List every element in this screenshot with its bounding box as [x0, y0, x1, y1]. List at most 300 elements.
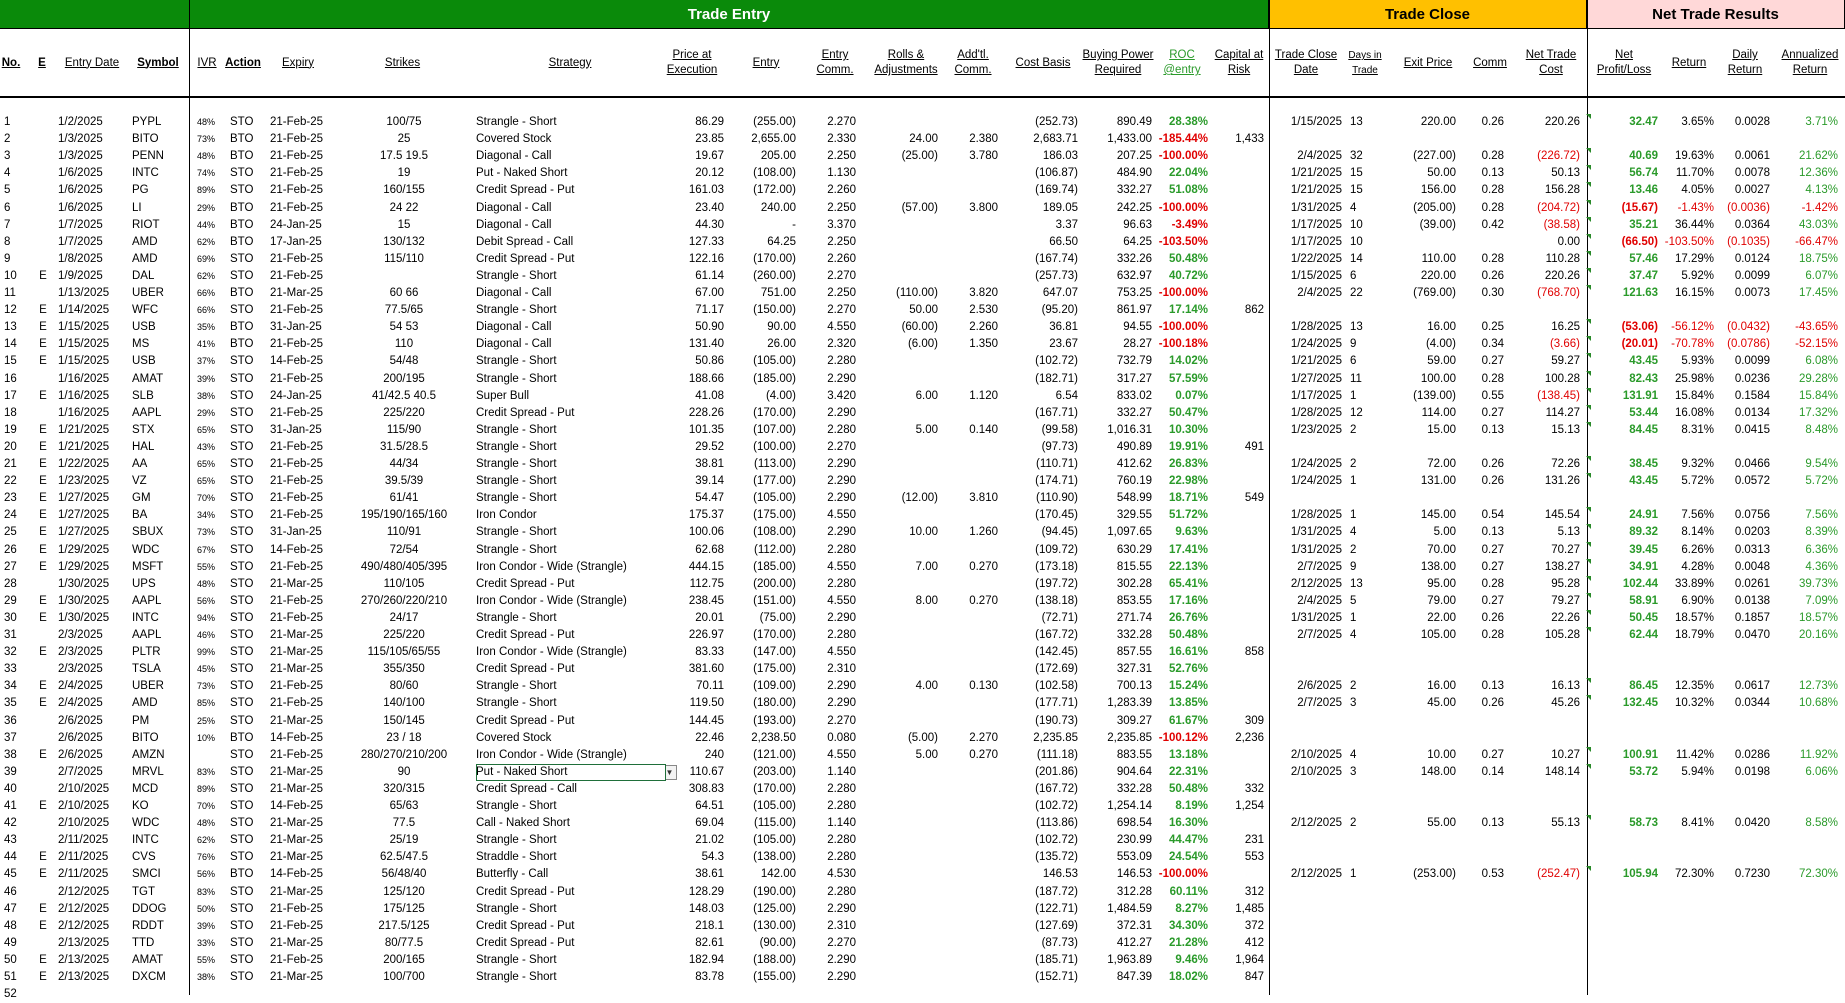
cell-ret[interactable] [1662, 832, 1714, 849]
cell-days[interactable]: 2 [1350, 423, 1357, 436]
cell-strikes[interactable]: 25/19 [389, 834, 419, 847]
cell-act[interactable]: BTO [230, 150, 254, 163]
cell-exp[interactable]: 21-Mar-25 [270, 629, 324, 641]
cell-price[interactable]: 127.33 [688, 235, 724, 248]
cell-strat[interactable]: Iron Condor - Wide (Strangle) [476, 560, 627, 573]
cell-strikes[interactable]: 140/100 [383, 697, 425, 710]
cell-bp[interactable]: 271.74 [1116, 611, 1152, 624]
cell-exp[interactable]: 21-Feb-25 [270, 611, 324, 624]
cell-risk[interactable] [1210, 371, 1264, 388]
cell-cost[interactable]: 6.54 [1055, 389, 1078, 402]
cell-strat[interactable]: Covered Stock [476, 731, 552, 744]
cell-cdate[interactable]: 1/24/2025 [1290, 458, 1342, 470]
cell-entry[interactable]: (180.00) [753, 697, 796, 710]
cell-price[interactable]: 112.75 [689, 577, 724, 590]
cell-entry[interactable]: (115.00) [754, 817, 796, 830]
cell-dret[interactable]: 0.0470 [1734, 629, 1770, 641]
cell-cost[interactable]: (174.71) [1035, 475, 1078, 488]
cell-ecomm[interactable]: 2.260 [827, 184, 856, 197]
cell-dret[interactable] [1716, 798, 1770, 815]
cell-exit[interactable] [1392, 901, 1456, 918]
cell-ecomm[interactable]: 1.130 [827, 167, 856, 180]
cell-bp[interactable]: 412.27 [1116, 936, 1152, 949]
cell-roc[interactable]: 22.13% [1168, 560, 1208, 573]
cell-act[interactable]: STO [230, 765, 254, 778]
cell-pl[interactable] [1594, 918, 1658, 935]
cell-ecomm[interactable]: 2.270 [827, 714, 856, 727]
cell-act[interactable]: STO [230, 475, 254, 488]
cell-strikes[interactable]: 56/48/40 [381, 868, 427, 881]
cell-pl[interactable] [1594, 901, 1658, 918]
cell-ivr[interactable]: 25% [197, 715, 216, 726]
cell-exp[interactable]: 21-Feb-25 [270, 406, 324, 419]
cell-cost[interactable]: (252.73) [1035, 116, 1078, 128]
cell-ivr[interactable]: 65% [197, 459, 216, 469]
cell-rolls[interactable] [862, 781, 938, 798]
cell-aret[interactable]: 6.36% [1805, 543, 1838, 556]
cell-act[interactable]: STO [230, 919, 254, 932]
cell-act[interactable]: STO [230, 697, 254, 710]
cell-act[interactable]: STO [230, 577, 254, 590]
cell-ivr[interactable]: 66% [197, 305, 216, 316]
cell-roc[interactable]: -100.00% [1158, 201, 1208, 214]
cell-price[interactable]: 144.45 [688, 714, 724, 727]
cell-dret[interactable]: 0.0203 [1734, 526, 1770, 539]
cell-days[interactable]: 2 [1350, 680, 1357, 693]
cell-cdate[interactable]: 1/31/2025 [1290, 543, 1342, 556]
cell-aret[interactable] [1772, 935, 1838, 952]
cell-cdate[interactable] [1278, 832, 1342, 849]
cell-entry[interactable]: (121.00) [753, 748, 796, 761]
cell-comm[interactable]: 0.27 [1481, 543, 1504, 556]
cell-roc[interactable]: 14.02% [1168, 355, 1208, 368]
cell-act[interactable]: STO [230, 355, 254, 368]
cell-bp[interactable]: 698.54 [1116, 817, 1152, 830]
cell-no[interactable]: 28 [4, 577, 17, 590]
cell-ncost[interactable]: (768.70) [1537, 287, 1580, 299]
cell-strikes[interactable]: 19 [397, 167, 411, 180]
cell-cdate[interactable]: 2/4/2025 [1297, 287, 1342, 299]
cell-aret[interactable]: 5.72% [1805, 475, 1838, 488]
cell-acomm[interactable] [944, 969, 998, 986]
cell-strat[interactable]: Covered Stock [476, 133, 552, 146]
cell-rolls[interactable]: 5.00 [915, 748, 938, 761]
cell-exp[interactable]: 21-Feb-25 [270, 594, 324, 607]
cell-ncost[interactable] [1510, 644, 1580, 661]
cell-strikes[interactable]: 80/60 [389, 680, 419, 693]
cell-days[interactable]: 13 [1350, 116, 1363, 128]
cell-e[interactable]: E [39, 611, 47, 624]
cell-comm[interactable] [1466, 730, 1504, 747]
cell-exp[interactable]: 21-Mar-25 [270, 885, 324, 898]
cell-entry[interactable]: (112.00) [754, 543, 796, 556]
cell-ret[interactable] [1662, 952, 1714, 969]
cell-date[interactable]: 1/6/2025 [58, 201, 103, 214]
cell-strikes[interactable]: 110 [394, 338, 414, 351]
cell-dret[interactable]: 0.0124 [1734, 252, 1770, 265]
cell-ret[interactable] [1662, 439, 1714, 456]
cell-cdate[interactable]: 2/7/2025 [1297, 629, 1342, 641]
cell-risk[interactable] [1210, 524, 1264, 541]
cell-exit[interactable] [1392, 490, 1456, 507]
cell-exp[interactable]: 21-Feb-25 [270, 304, 324, 317]
cell-days[interactable] [1350, 884, 1384, 901]
cell-ncost[interactable] [1510, 918, 1580, 935]
cell-exp[interactable]: 21-Feb-25 [270, 440, 324, 453]
cell-comm[interactable]: 0.28 [1481, 372, 1504, 385]
cell-exp[interactable]: 31-Jan-25 [270, 526, 322, 539]
cell-exit[interactable]: (39.00) [1419, 218, 1456, 231]
cell-sym[interactable]: RIOT [132, 218, 160, 231]
cell-comm[interactable]: 0.14 [1481, 765, 1504, 778]
cell-date[interactable]: 2/13/2025 [58, 953, 110, 966]
cell-pl[interactable]: 82.43 [1629, 372, 1658, 385]
cell-price[interactable]: 20.01 [695, 611, 724, 624]
cell-cdate[interactable]: 2/6/2025 [1297, 680, 1342, 693]
cell-comm[interactable] [1466, 439, 1504, 456]
cell-cdate[interactable]: 1/17/2025 [1290, 235, 1342, 248]
cell-roc[interactable]: 19.91% [1168, 440, 1208, 453]
cell-days[interactable]: 22 [1350, 287, 1363, 299]
cell-sym[interactable]: MCD [132, 782, 159, 795]
cell-ecomm[interactable]: 2.270 [827, 936, 856, 949]
cell-ecomm[interactable]: 2.280 [827, 543, 856, 556]
cell-roc[interactable]: -100.00% [1158, 868, 1208, 881]
cell-days[interactable] [1350, 490, 1384, 507]
cell-sym[interactable]: DDOG [132, 902, 167, 915]
cell-cdate[interactable]: 1/24/2025 [1290, 338, 1342, 351]
cell-e[interactable] [36, 165, 50, 182]
cell-cdate[interactable]: 1/21/2025 [1290, 355, 1342, 368]
cell-acomm[interactable] [944, 182, 998, 199]
header-symbol[interactable]: Symbol [137, 56, 179, 69]
cell-risk[interactable]: 372 [1244, 919, 1264, 932]
cell-strikes[interactable]: 80/77.5 [384, 936, 424, 949]
cell-dret[interactable]: 0.0261 [1734, 577, 1770, 590]
cell-ncost[interactable]: 70.27 [1551, 543, 1580, 556]
cell-pl[interactable]: 43.45 [1629, 355, 1658, 368]
cell-exit[interactable]: 220.00 [1420, 269, 1456, 282]
cell-no[interactable]: 23 [4, 492, 17, 505]
cell-bp[interactable]: 853.55 [1116, 594, 1152, 607]
cell-strat[interactable]: Strangle - Short [476, 269, 557, 282]
cell-exit[interactable]: 70.00 [1427, 543, 1456, 556]
cell-roc[interactable]: 9.46% [1175, 953, 1208, 966]
cell-sym[interactable]: HAL [132, 440, 155, 453]
cell-rolls[interactable] [862, 576, 938, 593]
cell-pl[interactable]: 53.44 [1629, 406, 1658, 419]
cell-cdate[interactable] [1278, 644, 1342, 661]
cell-strat[interactable]: Credit Spread - Put [476, 252, 575, 265]
cell-rolls[interactable] [862, 901, 938, 918]
cell-risk[interactable] [1210, 353, 1264, 370]
cell-strikes[interactable]: 110/105 [383, 577, 425, 590]
cell-pl[interactable]: 24.91 [1629, 509, 1658, 522]
cell-sym[interactable]: PG [132, 184, 149, 197]
cell-act[interactable]: STO [230, 782, 254, 795]
cell-ret[interactable]: 9.32% [1681, 458, 1714, 470]
cell-ivr[interactable]: 94% [197, 612, 216, 623]
cell-ret[interactable]: -70.78% [1671, 338, 1714, 351]
cell-act[interactable]: BTO [230, 338, 254, 351]
cell-roc[interactable]: 15.24% [1168, 680, 1208, 693]
cell-e[interactable]: E [39, 304, 47, 317]
cell-date[interactable]: 2/13/2025 [58, 936, 110, 949]
cell-pl[interactable]: 43.45 [1629, 475, 1658, 488]
cell-aret[interactable]: 21.62% [1798, 150, 1838, 163]
cell-cdate[interactable] [1278, 661, 1342, 678]
cell-act[interactable]: STO [230, 611, 254, 624]
cell-price[interactable]: 218.1 [695, 919, 724, 932]
cell-comm[interactable]: 0.42 [1481, 218, 1504, 231]
cell-ivr[interactable]: 33% [197, 937, 216, 948]
cell-entry[interactable]: 205.00 [760, 150, 796, 163]
cell-sym[interactable]: AMAT [132, 372, 164, 385]
cell-dret[interactable] [1716, 439, 1770, 456]
cell-days[interactable]: 12 [1350, 406, 1363, 419]
cell-exp[interactable]: 21-Mar-25 [270, 765, 324, 778]
cell-e[interactable] [36, 234, 50, 251]
cell-strat[interactable]: Strangle - Short [476, 953, 557, 966]
cell-strikes[interactable]: 490/480/405/395 [360, 560, 448, 573]
cell-comm[interactable]: 0.53 [1481, 868, 1504, 881]
cell-act[interactable]: STO [230, 458, 254, 470]
cell-roc[interactable]: 26.76% [1168, 611, 1208, 624]
cell-cost[interactable]: 2,235.85 [1033, 731, 1078, 744]
cell-dret[interactable] [1716, 832, 1770, 849]
cell-cost[interactable]: 3.37 [1055, 218, 1078, 231]
cell-days[interactable]: 4 [1350, 748, 1357, 761]
cell-aret[interactable]: 3.71% [1805, 116, 1838, 128]
cell-act[interactable]: STO [230, 680, 254, 693]
cell-ecomm[interactable]: 2.290 [827, 953, 856, 966]
cell-sym[interactable]: WFC [132, 304, 159, 317]
cell-aret[interactable]: 20.16% [1798, 629, 1838, 641]
cell-pl[interactable]: 40.69 [1629, 150, 1658, 163]
cell-aret[interactable]: 18.75% [1798, 252, 1838, 265]
cell-bp[interactable]: 847.39 [1116, 971, 1152, 983]
cell-bp[interactable]: 490.89 [1116, 440, 1152, 453]
cell-ret[interactable]: 15.84% [1674, 389, 1714, 402]
cell-ncost[interactable]: 22.26 [1551, 611, 1580, 624]
cell-e[interactable]: E [39, 868, 47, 881]
cell-ivr[interactable]: 50% [197, 903, 216, 914]
cell-aret[interactable]: 15.84% [1798, 389, 1838, 402]
cell-pl[interactable] [1594, 969, 1658, 986]
cell-roc[interactable]: 22.31% [1168, 765, 1208, 778]
cell-acomm[interactable] [944, 439, 998, 456]
cell-exp[interactable]: 21-Mar-25 [270, 663, 324, 676]
cell-price[interactable]: 20.12 [695, 167, 724, 180]
cell-entry[interactable]: - [792, 218, 796, 231]
cell-aret[interactable]: 6.08% [1805, 355, 1838, 368]
cell-ivr[interactable]: 56% [197, 869, 216, 880]
cell-cost[interactable]: (111.18) [1036, 748, 1078, 761]
cell-sym[interactable]: UPS [132, 577, 156, 590]
cell-pl[interactable] [1594, 644, 1658, 661]
cell-price[interactable]: 22.46 [695, 731, 724, 744]
cell-ecomm[interactable]: 2.290 [827, 971, 856, 983]
cell-act[interactable]: BTO [230, 868, 254, 881]
cell-days[interactable] [1350, 661, 1384, 678]
cell-ivr[interactable]: 76% [197, 852, 216, 863]
cell-ncost[interactable] [1510, 935, 1580, 952]
cell-no[interactable]: 8 [4, 235, 11, 248]
cell-price[interactable]: 101.35 [688, 423, 724, 436]
cell-days[interactable]: 1 [1350, 475, 1357, 488]
cell-e[interactable]: E [39, 680, 47, 693]
cell-cost[interactable]: (97.73) [1041, 440, 1078, 453]
cell-no[interactable]: 38 [4, 748, 17, 761]
cell-risk[interactable] [1210, 165, 1264, 182]
cell-ret[interactable]: 5.94% [1681, 765, 1714, 778]
cell-cdate[interactable]: 2/12/2025 [1290, 817, 1342, 830]
cell-days[interactable] [1350, 918, 1384, 935]
cell-rolls[interactable] [862, 661, 938, 678]
cell-ecomm[interactable]: 2.250 [827, 287, 856, 299]
cell-acomm[interactable]: 2.270 [969, 731, 998, 744]
cell-risk[interactable]: 2,236 [1235, 731, 1264, 744]
cell-pl[interactable] [1594, 781, 1658, 798]
cell-days[interactable]: 1 [1350, 611, 1357, 624]
cell-acomm[interactable]: 2.260 [969, 321, 998, 334]
cell-comm[interactable]: 0.28 [1481, 629, 1504, 641]
cell-date[interactable]: 1/16/2025 [58, 406, 110, 419]
cell-sym[interactable]: INTC [132, 167, 159, 180]
cell-ecomm[interactable]: 2.310 [827, 663, 856, 676]
cell-e[interactable]: E [39, 389, 47, 402]
cell-exp[interactable]: 24-Jan-25 [270, 389, 322, 402]
cell-pl[interactable]: 56.74 [1629, 167, 1658, 180]
cell-acomm[interactable] [944, 832, 998, 849]
cell-exp[interactable]: 21-Feb-25 [270, 509, 324, 522]
cell-cost[interactable]: (99.58) [1041, 423, 1078, 436]
cell-cost[interactable]: 647.07 [1042, 287, 1078, 299]
header-days-in-trade[interactable]: Days in Trade [1348, 50, 1382, 76]
cell-act[interactable]: STO [230, 167, 254, 180]
cell-e[interactable]: E [39, 269, 47, 282]
cell-comm[interactable]: 0.54 [1481, 509, 1504, 522]
cell-bp[interactable]: 28.27 [1123, 338, 1152, 351]
cell-risk[interactable] [1210, 866, 1264, 883]
cell-roc[interactable]: 61.67% [1168, 714, 1208, 727]
cell-cdate[interactable] [1278, 884, 1342, 901]
cell-comm[interactable]: 0.26 [1481, 269, 1504, 282]
cell-strikes[interactable]: 115/105/65/55 [367, 646, 441, 659]
cell-pl[interactable]: 13.46 [1629, 184, 1658, 197]
cell-dret[interactable] [1716, 781, 1770, 798]
cell-price[interactable]: 38.61 [695, 868, 724, 881]
cell-strat[interactable]: Strangle - Short [476, 492, 557, 505]
cell-aret[interactable] [1772, 730, 1838, 747]
cell-cdate[interactable]: 2/10/2025 [1290, 748, 1342, 761]
cell-price[interactable]: 21.02 [695, 834, 724, 847]
cell-e[interactable]: E [39, 355, 47, 368]
cell-cost[interactable]: (170.45) [1035, 509, 1078, 522]
cell-ncost[interactable]: 145.54 [1544, 509, 1580, 522]
cell-act[interactable]: STO [230, 423, 254, 436]
cell-risk[interactable] [1210, 576, 1264, 593]
cell-cdate[interactable] [1278, 781, 1342, 798]
cell-strat[interactable]: Super Bull [476, 389, 530, 402]
cell-entry[interactable]: (75.00) [759, 611, 796, 624]
cell-aret[interactable] [1772, 798, 1838, 815]
cell-ret[interactable]: 7.56% [1681, 509, 1714, 522]
cell-date[interactable]: 2/4/2025 [58, 697, 103, 710]
cell-ret[interactable]: 16.15% [1674, 287, 1714, 299]
cell-strikes[interactable]: 23 / 18 [386, 731, 422, 744]
cell-ecomm[interactable]: 2.290 [827, 611, 856, 624]
cell-roc[interactable]: -103.50% [1158, 235, 1208, 248]
cell-act[interactable]: STO [230, 953, 254, 966]
cell-ivr[interactable]: 73% [197, 681, 216, 692]
cell-ncost[interactable] [1510, 713, 1580, 730]
cell-roc[interactable]: -185.44% [1158, 133, 1208, 146]
cell-ecomm[interactable]: 2.270 [827, 440, 856, 453]
cell-date[interactable]: 1/13/2025 [58, 287, 110, 299]
cell-ecomm[interactable]: 2.280 [827, 577, 856, 590]
cell-price[interactable]: 238.45 [688, 594, 724, 607]
cell-entry[interactable]: (185.00) [753, 372, 796, 385]
cell-ecomm[interactable]: 2.260 [827, 252, 856, 265]
cell-cost[interactable]: 2,683.71 [1033, 133, 1078, 146]
cell-ivr[interactable]: 85% [197, 698, 216, 709]
cell-ecomm[interactable]: 2.280 [827, 851, 856, 864]
cell-ret[interactable]: 17.29% [1674, 252, 1714, 265]
cell-comm[interactable] [1466, 234, 1504, 251]
cell-rolls[interactable] [862, 884, 938, 901]
cell-days[interactable]: 9 [1350, 560, 1357, 573]
cell-comm[interactable]: 0.55 [1481, 389, 1504, 402]
cell-e[interactable] [36, 371, 50, 388]
cell-ivr[interactable]: 35% [197, 322, 216, 333]
cell-comm[interactable] [1466, 781, 1504, 798]
cell-exit[interactable]: (227.00) [1413, 150, 1456, 163]
cell-price[interactable]: 54.3 [701, 851, 724, 864]
cell-pl[interactable]: 100.91 [1622, 748, 1658, 761]
cell-risk[interactable] [1210, 422, 1264, 439]
cell-price[interactable]: 29.52 [695, 440, 724, 453]
cell-ret[interactable]: 72.30% [1674, 868, 1714, 881]
cell-cdate[interactable]: 1/28/2025 [1290, 321, 1342, 334]
cell-strat[interactable]: Strangle - Short [476, 971, 557, 983]
cell-e[interactable] [36, 285, 50, 302]
cell-no[interactable]: 29 [4, 594, 17, 607]
cell-no[interactable]: 2 [4, 133, 11, 146]
cell-exp[interactable]: 21-Feb-25 [270, 492, 324, 505]
cell-e[interactable] [36, 764, 50, 781]
cell-dret[interactable]: 0.1857 [1734, 611, 1770, 624]
cell-risk[interactable] [1210, 456, 1264, 473]
cell-strat[interactable]: Credit Spread - Put [476, 406, 575, 419]
cell-comm[interactable]: 0.13 [1481, 167, 1504, 180]
cell-risk[interactable]: 1,964 [1235, 953, 1264, 966]
cell-bp[interactable]: 1,963.89 [1107, 953, 1152, 966]
cell-cdate[interactable]: 1/17/2025 [1290, 389, 1342, 402]
cell-entry[interactable]: (155.00) [753, 971, 796, 983]
cell-no[interactable]: 32 [4, 646, 17, 659]
cell-strat[interactable]: Iron Condor - Wide (Strangle) [476, 594, 627, 607]
cell-exit[interactable] [1392, 644, 1456, 661]
cell-bp[interactable]: 146.53 [1116, 868, 1152, 881]
cell-no[interactable]: 27 [4, 560, 17, 573]
cell-entry[interactable]: (105.00) [753, 800, 796, 812]
cell-no[interactable]: 20 [4, 440, 17, 453]
cell-ivr[interactable]: 34% [197, 510, 216, 521]
cell-entry[interactable]: 2,238.50 [751, 731, 796, 744]
cell-roc[interactable]: -100.18% [1158, 338, 1208, 351]
cell-ncost[interactable]: (38.58) [1543, 218, 1580, 231]
